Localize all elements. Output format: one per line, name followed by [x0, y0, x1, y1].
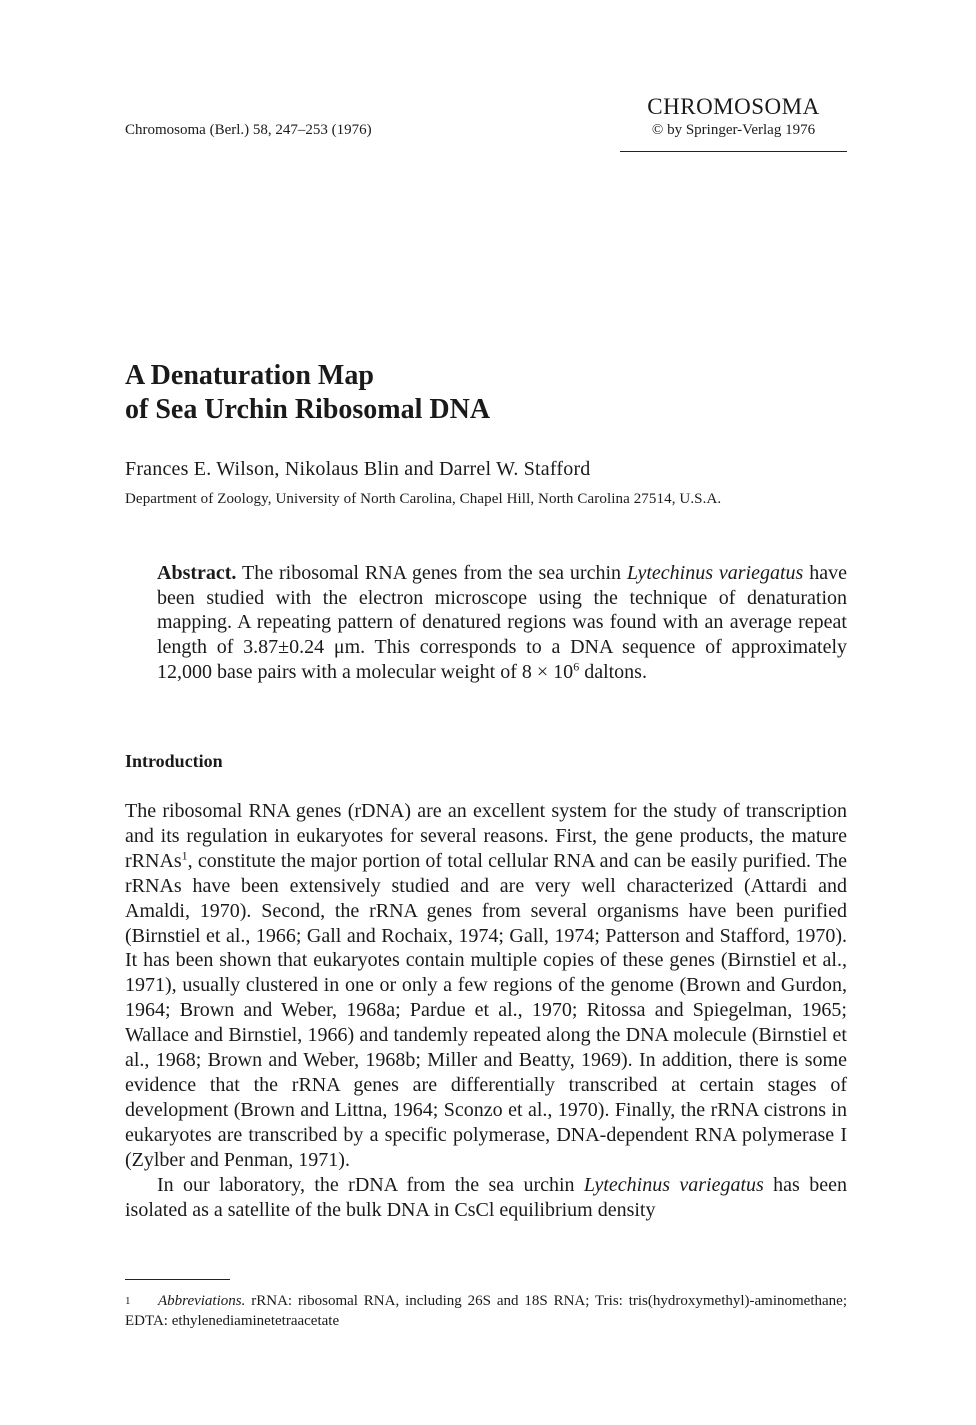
journal-masthead — [620, 93, 847, 140]
section-heading-introduction: Introduction — [125, 751, 223, 771]
title-line-2: of Sea Urchin Ribosomal DNA — [125, 394, 491, 425]
footnote — [125, 1291, 847, 1331]
masthead-rule — [620, 151, 847, 152]
paragraph-2-text-b: has been isolated as a satellite of the bulk DNA in CsCl equilibrium density — [125, 1173, 847, 1221]
paragraph-2 — [125, 1173, 847, 1223]
copyright-notice: © by Springer-Verlag 1976 — [651, 122, 816, 138]
article-title — [125, 359, 490, 427]
paragraph-1-text-a: The ribosomal RNA genes (rDNA) are an excellent system for the study of transcription and its regulation in eukaryotes for several reasons. First, the gene products, the mature rRNAs — [125, 800, 847, 872]
abstract-label: Abstract. — [157, 562, 237, 584]
abstract — [157, 561, 847, 685]
paragraph-1-text-b: , constitute the major portion of total cellular RNA and can be easily purified. The rRNAs have been extensively studied and are very well characterized (Attardi and Amaldi, 1970). Second, the rRNA genes from several organisms have been purified (Birnstiel et al., 1966; Gall and Rochaix, 1974; Gall, 1974; Patterson and Stafford, 1970). It has been shown that eukaryotes contain multiple copies of these genes (Birnstiel et al., 1971), usually clustered in one or only a few regions of the genome (Brown and Gurdon, 1964; Brown and Weber, 1968a; Pardue et al., 1970; Ritossa and Spiegelman, 1965; Wallace and Birnstiel, 1966) and tandemly repeated along the DNA molecule (Birnstiel et al., 1968; Brown and Weber, 1968b; Miller and Beatty, 1969). In addition, there is some evidence that the rRNA genes are differentially transcribed at certain stages of development (Brown and Littna, 1964; Sconzo et al., 1970). Finally, the rRNA cistrons in eukaryotes are transcribed by a specific polymerase, DNA-dependent RNA polymerase I (Zylber and Penman, 1971). — [125, 849, 847, 1171]
journal-name: CHROMOSOMA — [647, 94, 820, 119]
abstract-species: Lytechinus variegatus — [626, 562, 804, 584]
abstract-text-1: The ribosomal RNA genes from the sea urchin — [236, 562, 627, 584]
title-line-1: A Denaturation Map — [125, 360, 374, 391]
paragraph-1 — [125, 799, 847, 1173]
abstract-exponent: 6 — [573, 659, 580, 674]
abstract-text-2: have been studied with the electron microscope using the technique of denaturation mapping. A repeating pattern of denatured regions was found with an average repeat length of 3.87±0.24 μm. This corresponds to a DNA sequence of approximately 12,000 base pairs with a molecular weight of 8 × 10 — [157, 562, 847, 683]
journal-citation: Chromosoma (Berl.) 58, 247–253 (1976) — [125, 122, 372, 138]
introduction-body — [125, 799, 847, 1222]
footnote-rule — [125, 1279, 230, 1280]
abstract-text-3: daltons. — [579, 660, 647, 683]
footnote-mark: 1 — [125, 1295, 131, 1307]
author-list: Frances E. Wilson, Nikolaus Blin and Darrel W. Stafford — [125, 458, 591, 480]
footnote-reference: 1 — [181, 848, 188, 863]
paragraph-2-species: Lytechinus variegatus — [583, 1173, 764, 1196]
author-affiliation: Department of Zoology, University of North Carolina, Chapel Hill, North Carolina 27514, U.S.A. — [125, 491, 722, 507]
footnote-label: Abbreviations. — [158, 1293, 246, 1309]
paragraph-2-text-a: In our laboratory, the rDNA from the sea urchin — [157, 1173, 584, 1196]
footnote-text: rRNA: ribosomal RNA, including 26S and 18S RNA; Tris: tris(hydroxymethyl)-aminomethane; EDTA: ethylenediaminetetraacetate — [125, 1293, 847, 1329]
